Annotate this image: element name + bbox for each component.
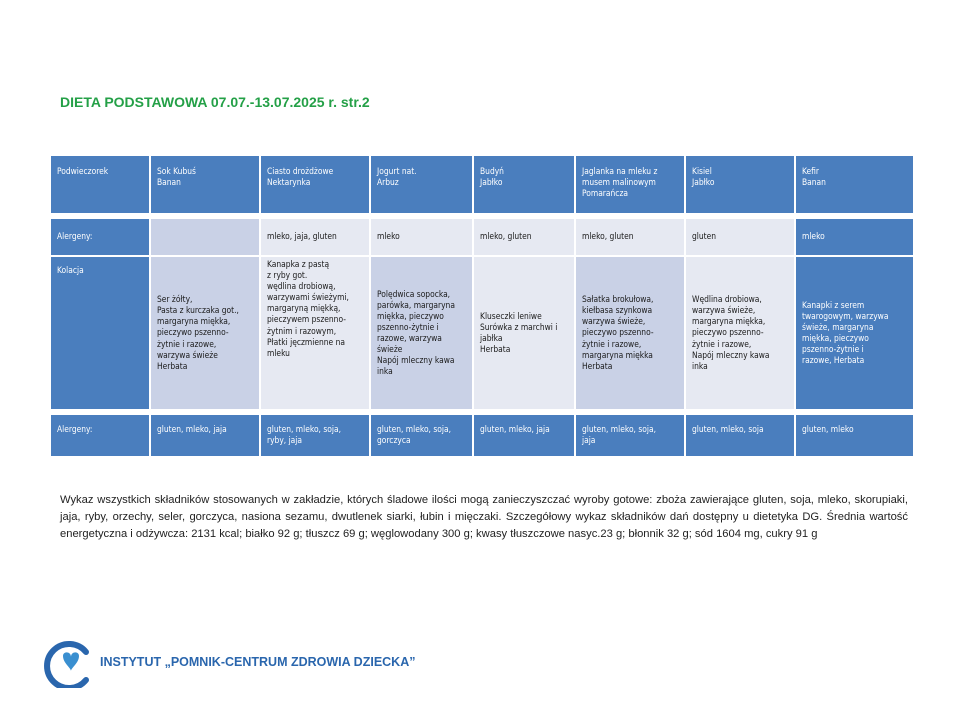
table-cell: gluten, mleko, soja, gorczyca [371,415,474,458]
table-cell: Kanapka z pastą z ryby got. wędlina drobiową, warzywami świeżymi, margaryną miękką, pieczywem pszenno- żytnim i razowym, Płatki jęczmienne na mleku [261,257,371,411]
table-cell: Ciasto drożdżowe Nektarynka [261,154,371,215]
table-cell: Jaglanka na mleku z musem malinowym Pomarańcza [576,154,686,215]
table-cell [151,219,261,257]
table-row-dinner [49,257,915,411]
table-cell: mleko, gluten [576,219,686,257]
table-cell: mleko [796,219,915,257]
table-cell: Wędlina drobiowa, warzywa świeże, margaryna miękka, pieczywo pszenno- żytnie i razowe, Napój mleczny kawa inka [686,257,796,411]
table-cell: Kisiel Jabłko [686,154,796,215]
row-label-allergens: Alergeny: [49,415,151,458]
row-label-dinner: Kolacja [49,257,151,411]
table-cell: Ser żółty, Pasta z kurczaka got., margaryna miękka, pieczywo pszenno- żytnie i razowe, warzywa świeże Herbata [151,257,261,411]
table-cell: Polędwica sopocka, parówka, margaryna miękka, pieczywo pszenno-żytnie i razowe, warzywa świeże Napój mleczny kawa inka [371,257,474,411]
table-cell: Sałatka brokułowa, kiełbasa szynkowa warzywa świeże, pieczywo pszenno- żytnie i razowe, margaryna miękka Herbata [576,257,686,411]
table-cell: mleko [371,219,474,257]
table-cell: mleko, gluten [474,219,576,257]
row-label-allergens: Alergeny: [49,219,151,257]
table-cell: Jogurt nat. Arbuz [371,154,474,215]
diet-table [49,154,915,458]
table-cell: Sok Kubuś Banan [151,154,261,215]
page-title: DIETA PODSTAWOWA 07.07.-13.07.2025 r. str.2 [60,94,370,110]
table-cell: Kefir Banan [796,154,915,215]
table-cell: gluten, mleko, jaja [474,415,576,458]
table-cell: Budyń Jabłko [474,154,576,215]
table-cell: gluten, mleko, soja [686,415,796,458]
institute-name: INSTYTUT „POMNIK-CENTRUM ZDROWIA DZIECKA” [100,655,416,669]
table-cell: gluten, mleko [796,415,915,458]
table-row-allergens-snack [49,219,915,257]
table-cell: mleko, jaja, gluten [261,219,371,257]
table-cell: Kluseczki leniwe Surówka z marchwi i jabłka Herbata [474,257,576,411]
table-cell: gluten, mleko, jaja [151,415,261,458]
table-cell: gluten, mleko, soja, jaja [576,415,686,458]
table-row-allergens-dinner [49,415,915,458]
table-cell: gluten [686,219,796,257]
table-row-snack [49,154,915,215]
table-cell: Kanapki z serem twarogowym, warzywa świeże, margaryna miękka, pieczywo pszenno-żytnie i razowe, Herbata [796,257,915,411]
row-label-snack: Podwieczorek [49,154,151,215]
allergen-note: Wykaz wszystkich składników stosowanych w zakładzie, których śladowe ilości mogą zanieczyszczać wyroby gotowe: zboża zawierające gluten, soja, mleko, skorupiaki, jaja, ryby, orzechy, seler, gorczyca, nasiona sezamu, dwutlenek siarki, łubin i mięczaki. Szczegółowy wykaz składników dań dostępny u dietetyka DG. Średnia wartość energetyczna i odżywcza: 2131 kcal; białko 92 g; tłuszcz 69 g; węglowodany 300 g; kwasy tłuszczowe nasyc.23 g; błonnik 32 g; sód 1604 mg, cukry 91 g [60,494,908,540]
table-cell: gluten, mleko, soja, ryby, jaja [261,415,371,458]
